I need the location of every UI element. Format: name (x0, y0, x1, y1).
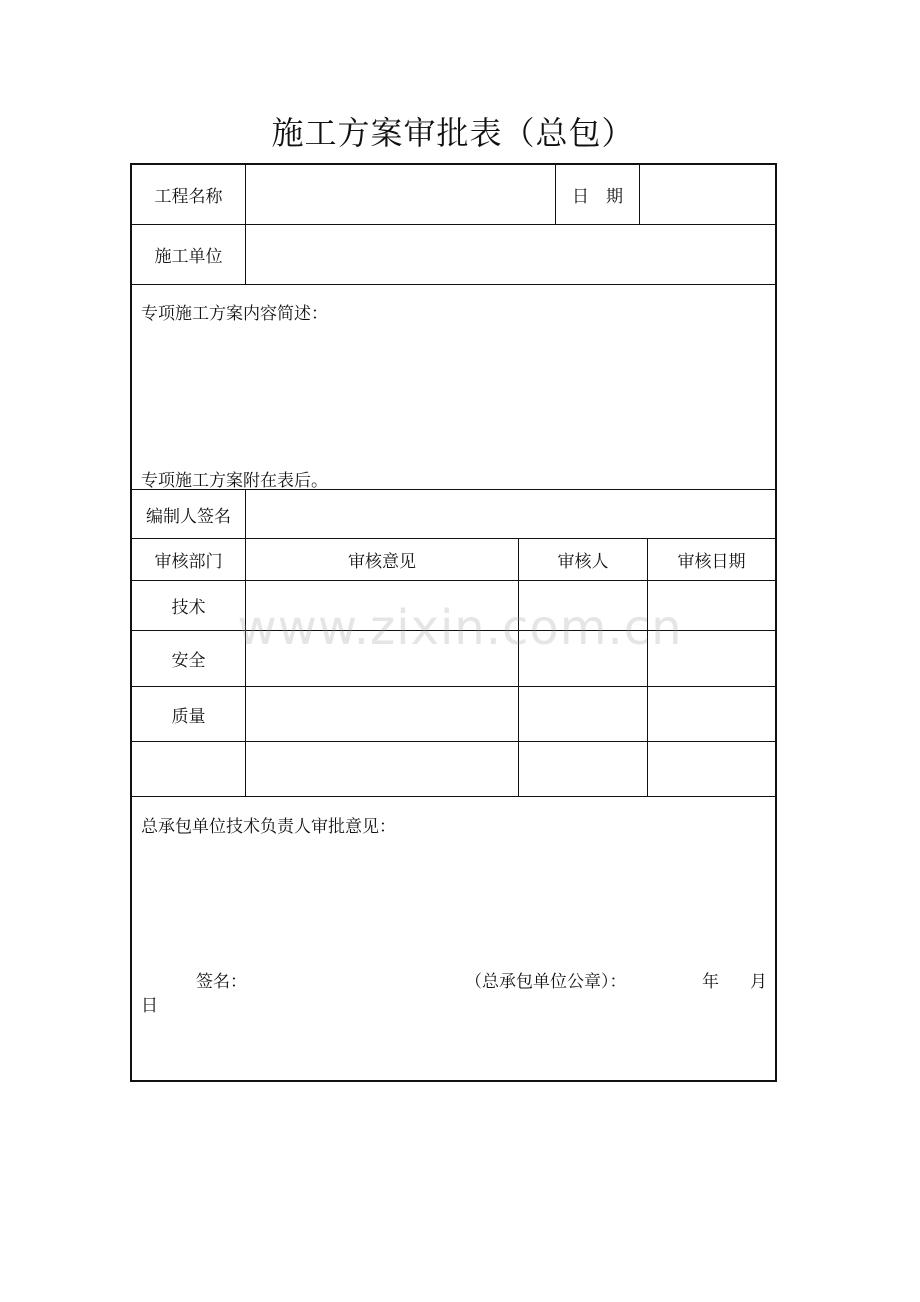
company-seal-label: （总承包单位公章）： (465, 972, 627, 992)
technical-opinion-field[interactable] (246, 581, 518, 630)
construction-unit-field[interactable] (246, 225, 775, 284)
scheme-attached-note: 专项施工方案附在表后。 (141, 471, 328, 491)
row-divider (132, 284, 775, 285)
preparer-signature-field[interactable] (246, 490, 775, 538)
scheme-summary-field[interactable] (132, 325, 775, 460)
quality-opinion-field[interactable] (246, 687, 518, 741)
header-review-dept: 审核部门 (154, 552, 223, 572)
quality-date-field[interactable] (648, 687, 775, 741)
safety-reviewer-field[interactable] (519, 631, 647, 686)
project-name-field[interactable] (246, 165, 555, 224)
technical-date-field[interactable] (648, 581, 775, 630)
header-reviewer: 审核人 (557, 552, 609, 572)
approval-heading: 总承包单位技术负责人审批意见： (141, 817, 396, 837)
approval-opinion-field[interactable] (132, 837, 775, 957)
dept-quality: 质量 (171, 706, 206, 727)
date-field[interactable] (640, 165, 775, 224)
quality-reviewer-field[interactable] (519, 687, 647, 741)
dept-technical: 技术 (171, 598, 206, 618)
signature-label: 签名： (196, 972, 247, 992)
day-label: 日 (141, 996, 158, 1016)
approval-form (130, 163, 777, 1082)
scheme-summary-label: 专项施工方案内容简述： (141, 304, 328, 324)
extra-date-field[interactable] (648, 742, 775, 796)
safety-date-field[interactable] (648, 631, 775, 686)
extra-opinion-field[interactable] (246, 742, 518, 796)
project-name-label: 工程名称 (154, 187, 223, 207)
extra-reviewer-field[interactable] (519, 742, 647, 796)
extra-dept-field[interactable] (132, 742, 245, 796)
month-label: 月 (750, 972, 767, 992)
technical-reviewer-field[interactable] (519, 581, 647, 630)
date-label: 日 期 (572, 187, 623, 207)
construction-unit-label: 施工单位 (154, 247, 223, 267)
page-title: 施工方案审批表（总包） (271, 114, 635, 152)
row-divider (132, 796, 775, 797)
header-review-opinion: 审核意见 (348, 552, 416, 572)
dept-safety: 安全 (171, 651, 206, 671)
watermark: www.zixin.com.cn (237, 600, 683, 656)
preparer-signature-label: 编制人签名 (146, 506, 231, 527)
year-label: 年 (702, 972, 719, 992)
safety-opinion-field[interactable] (246, 631, 518, 686)
header-review-date: 审核日期 (677, 552, 746, 572)
